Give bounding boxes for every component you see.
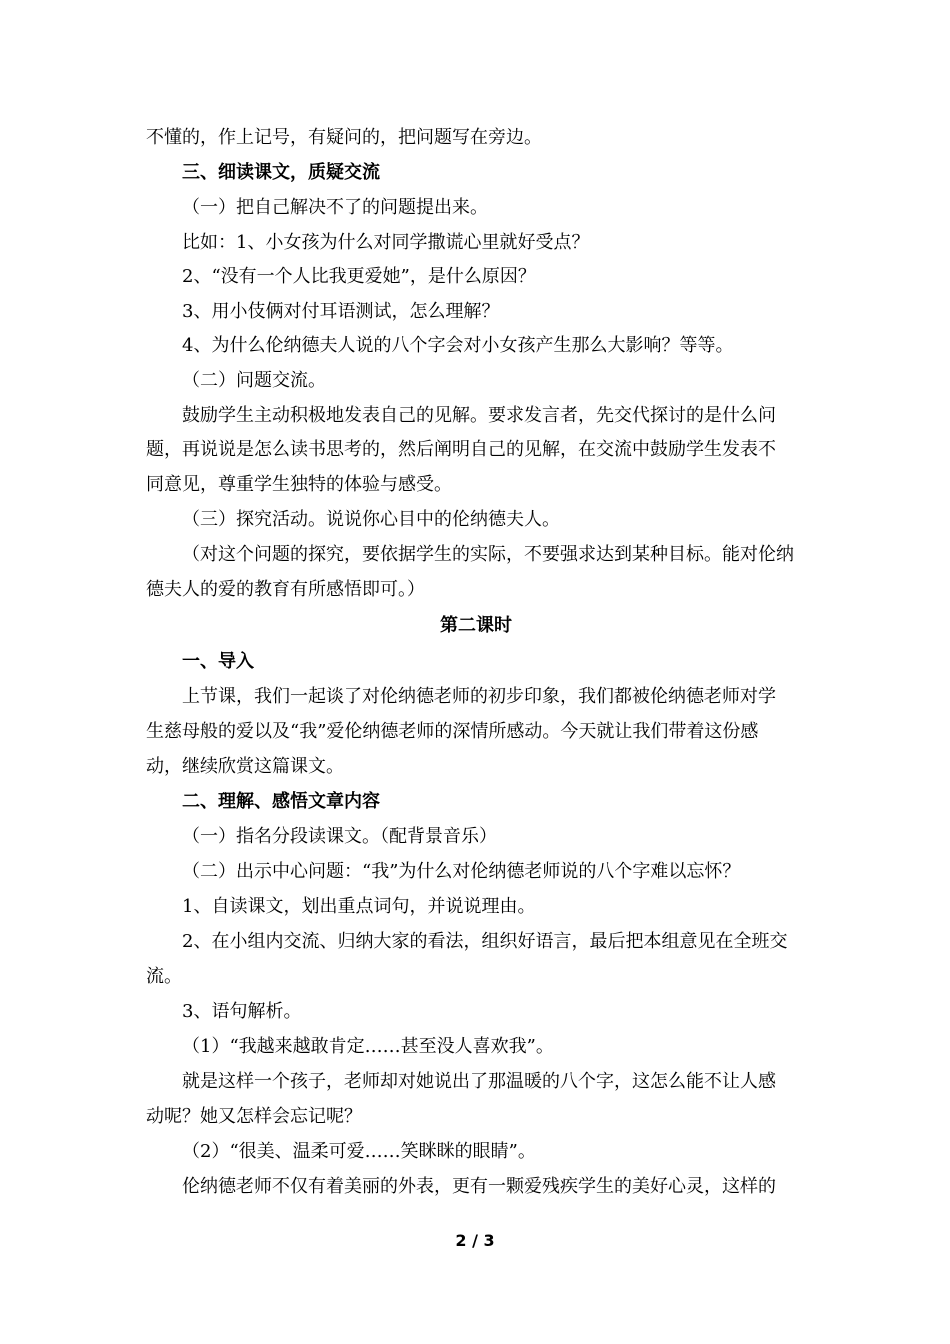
- text-line: 流。: [146, 966, 182, 987]
- text-line: 就是这样一个孩子，老师却对她说出了那温暖的八个字，这怎么能不让人感: [182, 1071, 776, 1092]
- text-line: 同意见，尊重学生独特的体验与感受。: [146, 474, 452, 495]
- text-line: （一）把自己解决不了的问题提出来。: [182, 197, 488, 218]
- text-line: （三）探究活动。说说你心目中的伦纳德夫人。: [182, 509, 560, 530]
- text-line: （对这个问题的探究，要依据学生的实际，不要强求达到某种目标。能对伦纳: [182, 544, 794, 565]
- text-line: 不懂的，作上记号，有疑问的，把问题写在旁边。: [146, 127, 542, 148]
- text-line: 题，再说说是怎么读书思考的，然后阐明自己的见解，在交流中鼓励学生发表不: [146, 439, 776, 460]
- text-line: 比如：1、小女孩为什么对同学撒谎心里就好受点？: [182, 232, 590, 253]
- text-line: 上节课，我们一起谈了对伦纳德老师的初步印象，我们都被伦纳德老师对学: [182, 686, 776, 707]
- text-line: 3、语句解析。: [182, 1001, 302, 1022]
- text-line: （一）指名分段读课文。（配背景音乐）: [182, 826, 497, 847]
- text-line: 鼓励学生主动积极地发表自己的见解。要求发言者，先交代探讨的是什么问: [182, 405, 776, 426]
- page-number: 2 / 3: [455, 1231, 495, 1250]
- text-line: 3、用小伎俩对付耳语测试，怎么理解？: [182, 301, 500, 322]
- text-line: 2、在小组内交流、归纳大家的看法，组织好语言，最后把本组意见在全班交: [182, 931, 788, 952]
- text-line: 动，继续欣赏这篇课文。: [146, 756, 344, 777]
- text-line: （2）“很美、温柔可爱……笑眯眯的眼睛”。: [182, 1141, 536, 1162]
- text-line: （二）出示中心问题：“我”为什么对伦纳德老师说的八个字难以忘怀？: [182, 861, 741, 882]
- text-line: 4、为什么伦纳德夫人说的八个字会对小女孩产生那么大影响？等等。: [182, 335, 734, 356]
- text-line: 伦纳德老师不仅有着美丽的外表，更有一颗爱残疾学生的美好心灵，这样的: [182, 1176, 776, 1197]
- text-line: 2、“没有一个人比我更爱她”，是什么原因？: [182, 266, 536, 287]
- section-heading: 三、细读课文，质疑交流: [182, 162, 380, 183]
- section-heading: 二、理解、感悟文章内容: [182, 791, 380, 812]
- text-line: 生慈母般的爱以及“我”爱伦纳德老师的深情所感动。今天就让我们带着这份感: [146, 721, 759, 742]
- lesson-title: 第二课时: [440, 615, 512, 636]
- text-line: （二）问题交流。: [182, 370, 326, 391]
- text-line: （1）“我越来越敢肯定……甚至没人喜欢我”。: [182, 1036, 554, 1057]
- text-line: 德夫人的爱的教育有所感悟即可。）: [146, 579, 425, 600]
- text-line: 1、自读课文，划出重点词句，并说说理由。: [182, 896, 536, 917]
- text-line: 动呢？她又怎样会忘记呢？: [146, 1106, 362, 1127]
- section-heading: 一、导入: [182, 651, 254, 672]
